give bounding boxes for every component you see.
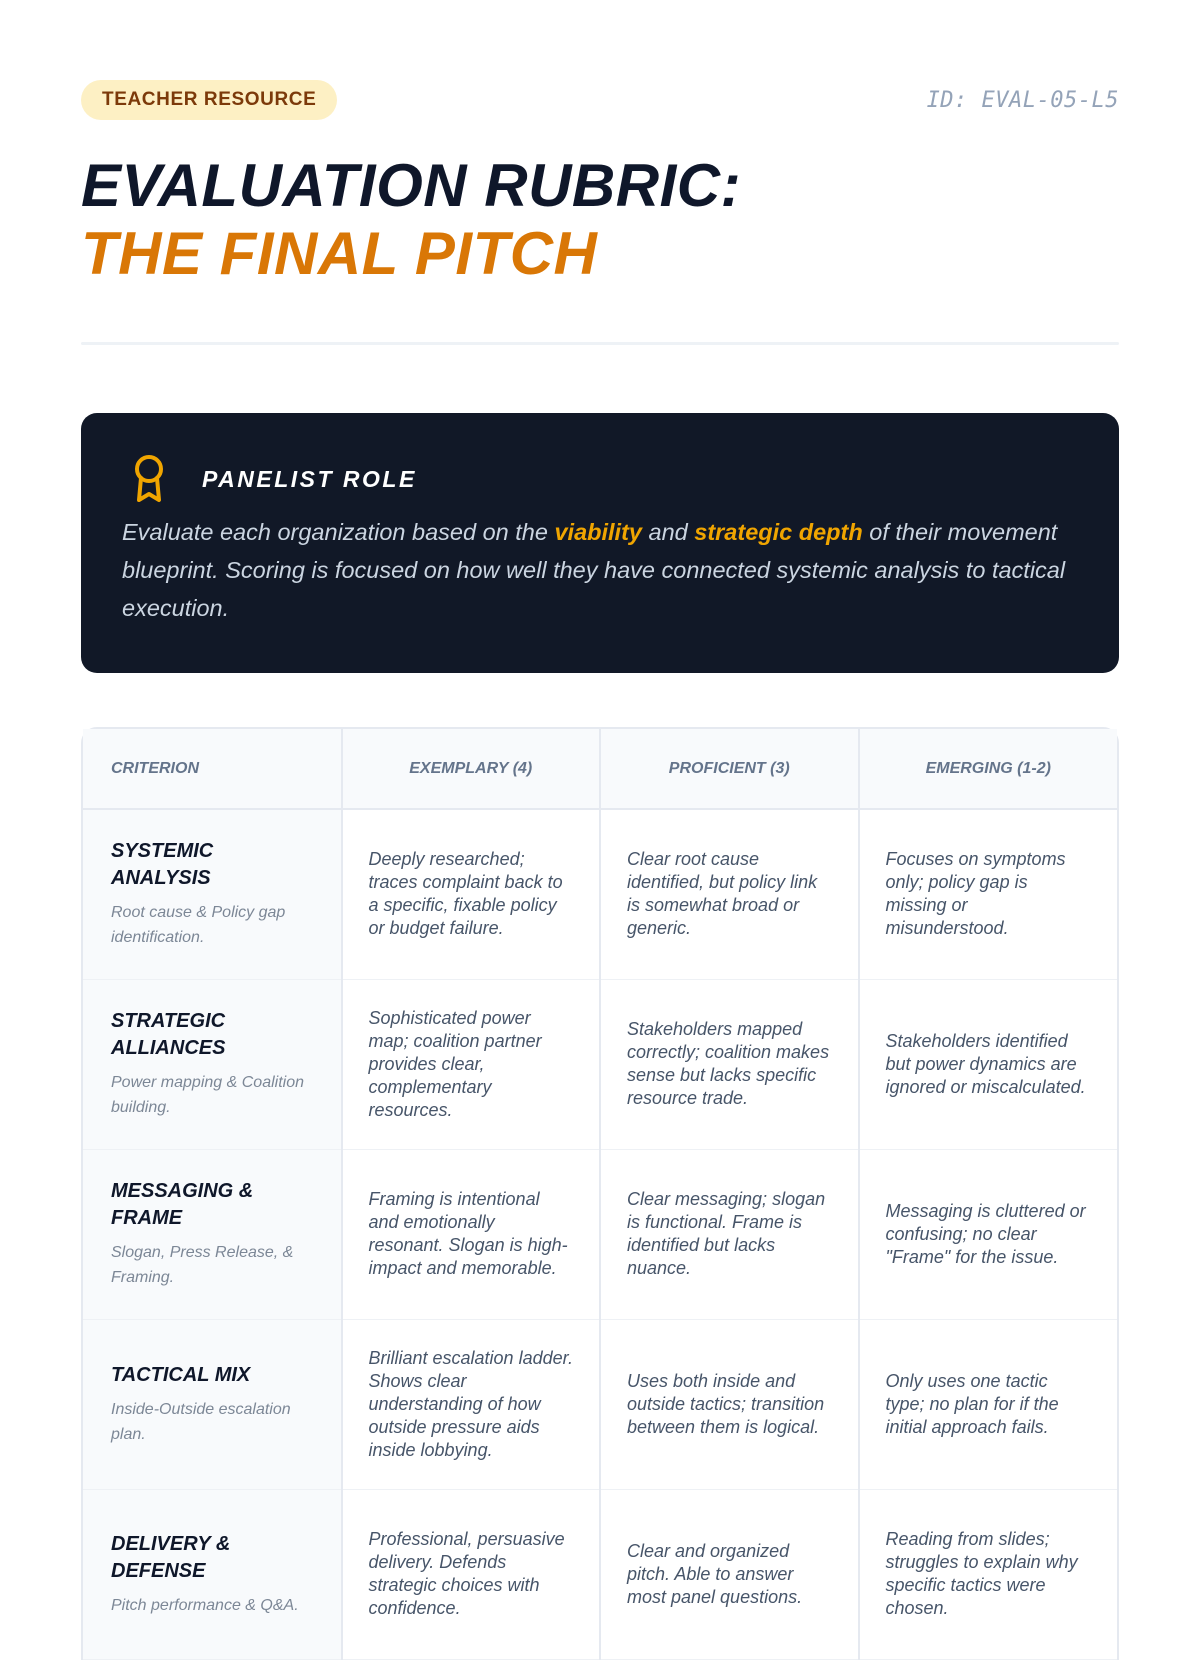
- table-row: [83, 1489, 1117, 1659]
- criterion-cell: [83, 1149, 342, 1319]
- highlight-viability: viability: [554, 519, 642, 545]
- document-id: ID: EVAL-05-L5: [926, 87, 1119, 113]
- proficient-cell: Clear root cause identified, but policy link is somewhat broad or generic.: [600, 809, 859, 979]
- highlight-strategic-depth: strategic depth: [694, 519, 863, 545]
- column-header-exemplary: EXEMPLARY (4): [342, 729, 601, 809]
- emerging-cell: Focuses on symptoms only; policy gap is missing or misunderstood.: [859, 809, 1118, 979]
- table-row: [83, 979, 1117, 1149]
- header-divider: [81, 342, 1119, 345]
- panelist-role-card: [81, 413, 1119, 673]
- exemplary-cell: Brilliant escalation ladder. Shows clear understanding of how outside pressure aids inside lobbying.: [342, 1319, 601, 1489]
- criterion-description: Pitch performance & Q&A.: [111, 1596, 299, 1614]
- teacher-resource-badge: TEACHER RESOURCE: [81, 80, 337, 120]
- exemplary-cell: Framing is intentional and emotionally resonant. Slogan is high-impact and memorable.: [342, 1149, 601, 1319]
- header-row: [81, 80, 1119, 120]
- criterion-description: Inside-Outside escalation plan.: [111, 1400, 291, 1443]
- criterion-name: MESSAGING & FRAME: [111, 1180, 254, 1229]
- criterion-cell: [83, 809, 342, 979]
- role-text-part: of their movement blueprint. Scoring is focused on how well they have connected systemic analysis to tactical execution.: [122, 519, 1066, 621]
- table-row: [83, 1319, 1117, 1489]
- emerging-cell: Stakeholders identified but power dynamics are ignored or miscalculated.: [859, 979, 1118, 1149]
- title-line-1: EVALUATION RUBRIC:: [81, 152, 742, 219]
- title-line-2: THE FINAL PITCH: [81, 220, 598, 287]
- rubric-table: [81, 727, 1119, 1660]
- table-row: [83, 1149, 1117, 1319]
- table-row: [83, 809, 1117, 979]
- criterion-description: Slogan, Press Release, & Framing.: [111, 1244, 294, 1286]
- exemplary-cell: Sophisticated power map; coalition partner provides clear, complementary resources.: [342, 979, 601, 1149]
- proficient-cell: Clear and organized pitch. Able to answer most panel questions.: [600, 1489, 859, 1659]
- role-text-part: and: [641, 519, 695, 545]
- proficient-cell: Stakeholders mapped correctly; coalition makes sense but lacks specific resource trade.: [600, 979, 859, 1149]
- column-header-proficient: PROFICIENT (3): [600, 729, 859, 809]
- exemplary-cell: Deeply researched; traces complaint back to a specific, fixable policy or budget failure.: [342, 809, 601, 979]
- emerging-cell: Messaging is cluttered or confusing; no clear "Frame" for the issue.: [859, 1149, 1118, 1319]
- criterion-name: SYSTEMIC ANALYSIS: [111, 840, 214, 890]
- proficient-cell: Clear messaging; slogan is functional. Frame is identified but lacks nuance.: [600, 1149, 859, 1319]
- proficient-cell: Uses both inside and outside tactics; transition between them is logical.: [600, 1319, 859, 1489]
- rubric-header-row: [83, 729, 1117, 809]
- criterion-description: Power mapping & Coalition building.: [111, 1074, 304, 1116]
- page-title: [81, 152, 1119, 288]
- criterion-description: Root cause & Policy gap identification.: [111, 904, 286, 947]
- criterion-cell: [83, 1489, 342, 1659]
- role-card-header: [122, 453, 1078, 505]
- role-card-description: [122, 513, 1078, 627]
- exemplary-cell: Professional, persuasive delivery. Defends strategic choices with confidence.: [342, 1489, 601, 1659]
- emerging-cell: Reading from slides; struggles to explain why specific tactics were chosen.: [859, 1489, 1118, 1659]
- criterion-name: DELIVERY & DEFENSE: [111, 1532, 231, 1582]
- emerging-cell: Only uses one tactic type; no plan for if the initial approach fails.: [859, 1319, 1118, 1489]
- column-header-emerging: EMERGING (1-2): [859, 729, 1118, 809]
- role-text-part: Evaluate each organization based on the: [122, 519, 555, 545]
- criterion-cell: [83, 979, 342, 1149]
- criterion-name: TACTICAL MIX: [111, 1363, 251, 1386]
- role-card-title: PANELIST ROLE: [202, 465, 417, 492]
- criterion-cell: [83, 1319, 342, 1489]
- column-header-criterion: CRITERION: [83, 729, 342, 809]
- award-ribbon-icon: [130, 453, 168, 505]
- criterion-name: STRATEGIC ALLIANCES: [111, 1010, 226, 1059]
